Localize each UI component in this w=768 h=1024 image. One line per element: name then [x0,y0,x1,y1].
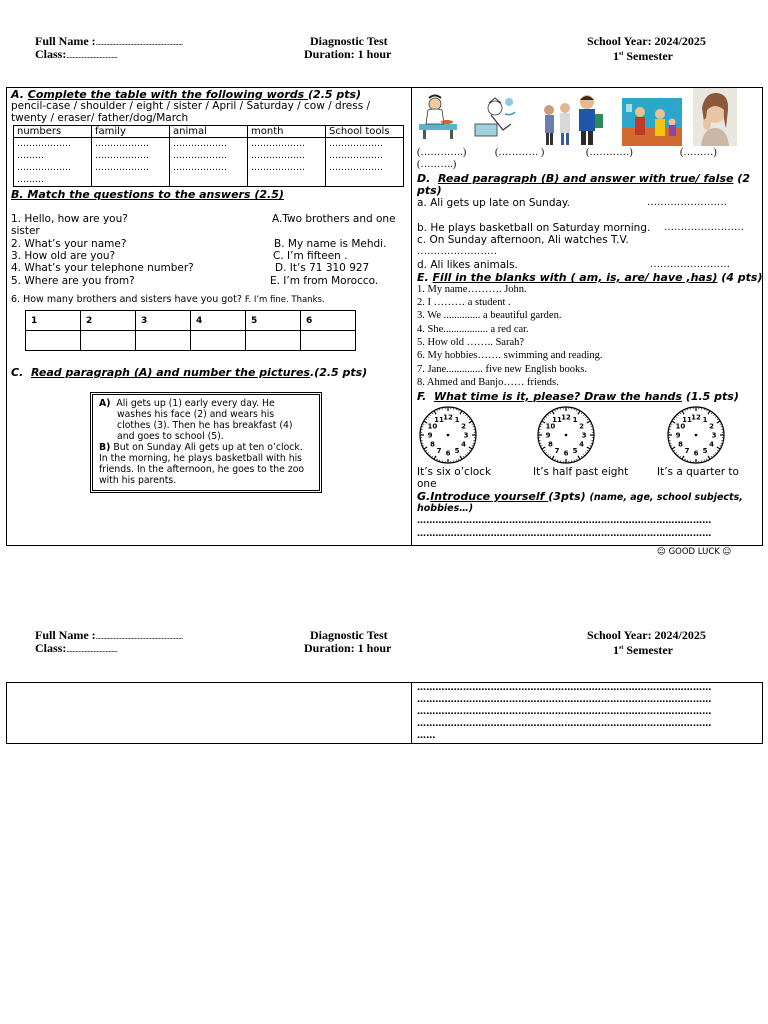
cell-animal[interactable]: ……………… ……………… ……………… [170,138,248,187]
clock-number: 8 [547,440,553,449]
picture-blank-5[interactable]: (……….) [417,159,457,170]
class-dots[interactable]: .................................. [66,51,118,60]
clock-number: 10 [545,422,556,431]
clock-number: 2 [461,422,467,431]
test-duration-page2: Duration: 1 hour [304,641,392,655]
semester-number: 1 [613,49,619,63]
cell-family[interactable]: ……………… ……………… ……………… [92,138,170,187]
writing-line[interactable]: …………………………………………………………………………………… [417,719,712,729]
word-bank-line2: twenty / eraser/ father/dog/March [11,112,189,124]
smiley-icon: ☺ [722,547,732,557]
clock-number: 12 [691,413,701,422]
clock-number: 8 [677,440,683,449]
clock-number: 2 [709,422,715,431]
match-number-5: 5 [246,311,301,331]
clock-number: 8 [429,440,435,449]
paragraph-b [99,442,313,486]
section-g-instruction: Introduce yourself [430,490,549,503]
clock-number: 7 [684,447,690,456]
clock-face-1[interactable] [417,404,479,466]
picture-breakfast [417,94,459,140]
semester-page2 [613,642,673,657]
section-g-points: (3pts) [548,490,590,503]
question-4: 4. What’s your telephone number? [11,262,194,274]
clock-number: 6 [563,449,569,458]
clock-number: 5 [572,447,578,456]
section-d-instruction: Read paragraph (B) and answer with true/ false [437,172,734,185]
answer-d: D. It’s 71 310 927 [275,262,370,274]
exam-sheet [6,87,763,546]
section-g-title [417,490,743,503]
test-duration: Duration: 1 hour [304,47,392,61]
statement-c-blank[interactable]: …………………… [417,246,497,257]
full-name-dots[interactable]: .......................................................... [95,632,183,641]
clock-number: 11 [682,415,692,424]
paragraph-b-line: with his parents. [99,475,177,486]
section-e-instruction: Fill in the blanks with ( am, is, are/ have ,has) [432,271,718,284]
writing-line[interactable]: …………………………………………………………………………………… [417,707,712,717]
answer-f: F. I’m fine. Thanks. [244,295,325,305]
clock-number: 3 [463,431,469,440]
school-year-label: School Year [587,628,648,642]
section-a-letter: A. [11,88,24,101]
section-g-letter: G. [417,490,431,503]
semester-label: Semester [626,643,673,657]
clock-caption-2: It’s half past eight [533,466,629,478]
section-c-instruction: Read paragraph (A) and number the pictures [30,366,310,379]
clock-center [565,434,568,437]
clock-number: 7 [436,447,442,456]
statement-a-blank[interactable]: …………………… [647,197,727,208]
fill-item-7: 7. Jane.............. five new English books. [417,364,588,375]
column-divider [411,683,412,743]
match-number-4: 4 [191,311,246,331]
question-2: 2. What’s your name? [11,238,127,250]
section-c-points: .(2.5 pts) [309,366,368,379]
fill-item-5: 5. How old …….. Sarah? [417,337,525,348]
word-bank-line1: pencil-case / shoulder / eight / sister / April / Saturday / cow / dress / [11,100,371,112]
section-c-title [11,366,367,379]
class-label: Class: [35,47,67,61]
match-answer-4[interactable] [191,331,246,351]
match-answer-6[interactable] [301,331,356,351]
school-year-page2 [587,629,706,642]
section-d-points-wrap: pts) [417,184,442,197]
question-3: 3. How old are you? [11,250,116,262]
picture-blank-2[interactable]: (………… ) [495,147,545,158]
semester-label: Semester [626,49,673,63]
section-f-points: (1.5 pts) [681,390,739,403]
section-g-hint-wrap: hobbies…) [417,503,474,514]
match-answer-2[interactable] [81,331,136,351]
clock-number: 7 [554,447,560,456]
fill-item-4: 4. She................. a red car. [417,324,529,335]
match-answer-1[interactable] [26,331,81,351]
match-answer-5[interactable] [246,331,301,351]
paragraph-a-label: A) [99,398,111,409]
paragraph-a-line: clothes (3). Then he has breakfast (4) [117,420,293,431]
paragraph-a-line: washes his face (2) and wears his [117,409,275,420]
paragraph-b-line: In the morning, he plays basketball with his [99,453,303,464]
picture-girl-thinking [693,88,737,146]
picture-blank-4[interactable]: (………) [680,147,717,158]
smiley-icon: ☺ [657,547,666,557]
semester-sup: st [619,51,624,57]
good-luck-footer [657,547,731,557]
clock-number: 9 [427,431,433,440]
clock-face-3[interactable] [665,404,727,466]
answer-sheet-page2 [6,682,763,744]
header-class [35,48,117,62]
statement-c: c. On Sunday afternoon, Ali watches T.V. [417,234,629,246]
clock-number: 11 [552,415,562,424]
picture-zoo-family [622,98,682,146]
section-e-title [417,271,762,284]
answer-b: B. My name is Mehdi. [274,238,387,250]
clock-number: 6 [693,449,699,458]
match-number-row [26,311,356,331]
clock-caption-3: It’s a quarter to [657,466,739,478]
clock-caption-1: It’s six o’clock [417,466,492,478]
clock-number: 4 [709,440,715,449]
school-year [587,35,706,48]
section-e-letter: E. [417,271,429,284]
writing-line[interactable]: …………………………………………………………………………………… [417,683,712,693]
paragraph-b-line: But on Sunday Ali gets up at ten o’clock. [113,442,303,453]
clock-number: 12 [561,413,571,422]
clock-center [447,434,450,437]
writing-line[interactable]: …… [417,731,436,741]
match-number-3: 3 [136,311,191,331]
section-g-hint: (name, age, school subjects, [589,492,743,503]
class-dots[interactable]: .................................. [66,645,118,654]
writing-line[interactable]: …………………………………………………………………………………… [417,516,712,526]
cell-school-tools[interactable]: ……………… ……………… ……………… [326,138,404,187]
clock-number: 4 [579,440,585,449]
picture-blank-1[interactable]: (………….) [417,147,467,158]
semester [613,48,673,63]
statement-a: a. Ali gets up late on Sunday. [417,197,570,209]
match-answer-table [25,310,356,351]
fill-item-2: 2. I ……… a student . [417,297,511,308]
school-year-value: : 2024/2025 [647,34,706,48]
picture-blank-3[interactable]: (…………) [586,147,633,158]
fill-item-6: 6. My hobbies……. swimming and reading. [417,350,603,361]
clock-number: 6 [445,449,451,458]
word-table-header [14,126,404,138]
question-1: 1. Hello, how are you? [11,213,128,225]
semester-sup: st [619,645,624,651]
question-5: 5. Where are you from? [11,275,135,287]
school-year-value: : 2024/2025 [647,628,706,642]
class-label: Class: [35,641,67,655]
section-e-points: (4 pts) [717,271,763,284]
clock-number: 9 [675,431,681,440]
statement-d-blank[interactable]: …………………… [650,259,730,270]
fill-item-3: 3. We .............. a beautiful garden. [417,310,562,321]
section-f-instruction: What time is it, please? Draw the hands [433,390,682,403]
word-table-row [14,138,404,187]
col-numbers: numbers [14,126,92,138]
full-name-label: Full Name : [35,34,96,48]
section-d-points: (2 [733,172,750,185]
match-number-1: 1 [26,311,81,331]
paragraph-a-line: Ali gets up (1) early every day. He [116,398,275,409]
clock-number: 1 [454,415,460,424]
clock-number: 4 [461,440,467,449]
statement-b-blank[interactable]: …………………… [664,222,744,233]
statement-d: d. Ali likes animals. [417,259,518,271]
paragraph-b-line: friends. In the afternoon, he goes to the zoo [99,464,305,475]
col-animal: animal [170,126,248,138]
answer-c: C. I’m fifteen . [273,250,348,262]
clock-number: 5 [702,447,708,456]
section-b-title: B. Match the questions to the answers (2.5) [11,188,284,201]
clock-number: 1 [702,415,708,424]
section-a-points: (2.5 pts) [308,88,362,101]
section-d-title [417,172,750,185]
test-title: Diagnostic Test [310,34,388,48]
match-answer-row [26,331,356,351]
full-name-label: Full Name : [35,628,96,642]
clock-number: 2 [579,422,585,431]
writing-line[interactable]: …………………………………………………………………………………… [417,695,712,705]
answer-a-wrap: sister [11,225,40,237]
paragraph-a-line: and goes to school (5). [117,431,224,442]
match-number-6: 6 [301,311,356,331]
question-6 [11,294,325,305]
paragraph-box [90,392,322,493]
school-year-label: School Year [587,34,648,48]
word-table [13,125,404,187]
clock-number: 3 [711,431,717,440]
semester-number: 1 [613,643,619,657]
statement-b: b. He plays basketball on Saturday morning. [417,222,651,234]
clock-center [695,434,698,437]
col-school-tools: School tools [326,126,404,138]
paragraph-b-label: B) [99,442,111,453]
clock-caption-3-wrap: one [417,478,437,490]
section-d-letter: D. [417,172,431,185]
clock-number: 5 [454,447,460,456]
col-month: month [248,126,326,138]
picture-washing [471,94,519,142]
fill-item-1: 1. My name………. John. [417,284,527,295]
good-luck-text: GOOD LUCK [668,547,720,557]
match-answer-3[interactable] [136,331,191,351]
answer-a: A.Two brothers and one [272,213,396,225]
paragraph-a [99,398,313,442]
cell-numbers[interactable]: ……………… ……… ……………… ……… [14,138,92,187]
clock-number: 12 [443,413,453,422]
header-class-page2 [35,642,117,656]
clock-number: 9 [545,431,551,440]
clock-number: 3 [581,431,587,440]
answer-e: E. I’m from Morocco. [270,275,379,287]
col-family: family [92,126,170,138]
clock-face-2[interactable] [535,404,597,466]
clock-number: 10 [427,422,438,431]
writing-line[interactable]: …………………………………………………………………………………… [417,529,712,539]
section-c-letter: C. [11,366,24,379]
test-title-page2: Diagnostic Test [310,628,388,642]
full-name-dots[interactable]: .......................................................... [95,38,183,47]
match-number-2: 2 [81,311,136,331]
section-f-letter: F. [417,390,427,403]
clock-number: 11 [434,415,444,424]
clock-number: 1 [572,415,578,424]
section-a-instruction: Complete the table with the following words [27,88,309,101]
column-divider [411,88,412,545]
clock-number: 10 [675,422,686,431]
fill-item-8: 8. Ahmed and Banjo…… friends. [417,377,559,388]
cell-month[interactable]: ……………… ……………… ……………… [248,138,326,187]
section-f-title [417,390,739,403]
question-6-text: 6. How many brothers and sisters have you got? [11,294,242,305]
picture-students [537,92,607,146]
